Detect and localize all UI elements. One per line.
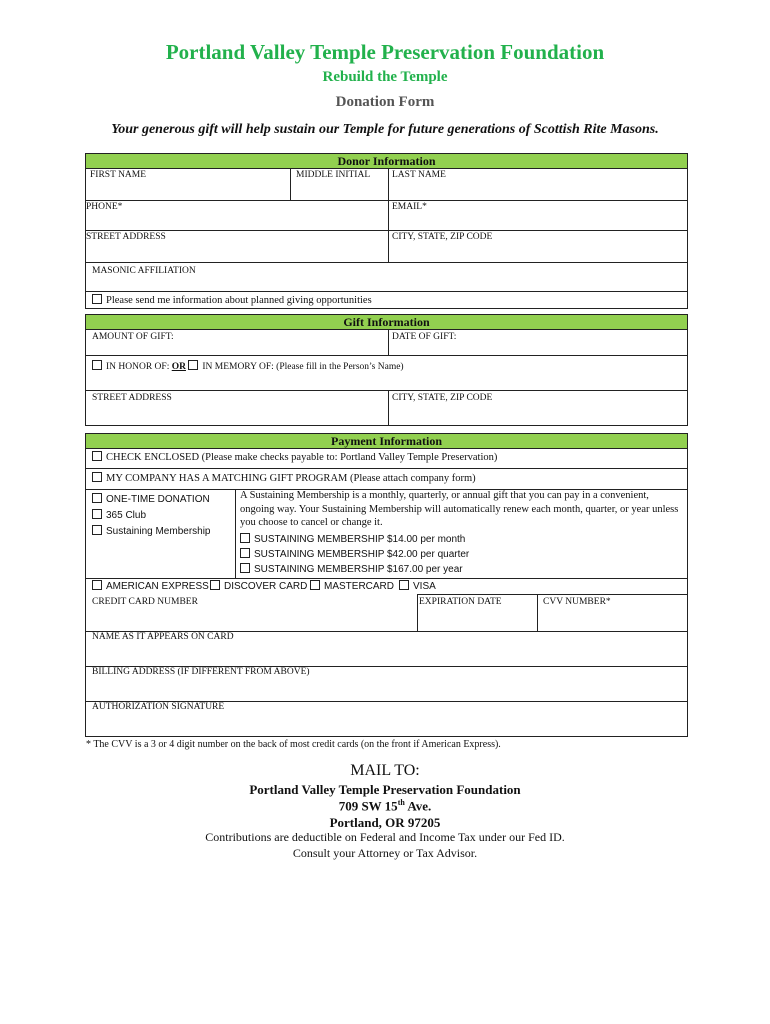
billing-address-field[interactable]: BILLING ADDRESS (IF DIFFERENT FROM ABOVE) — [92, 667, 310, 677]
or-label: OR — [171, 362, 186, 372]
visa-checkbox[interactable] — [399, 580, 436, 592]
sustaining-description: A Sustaining Membership is a monthly, quarterly, or annual gift that you can pay in a convenient, ongoing way. Your Sustaining Membership will automatically renew each month, quarter, or year unless you choose to cancel or change it. — [240, 490, 679, 528]
advisor-note: Consult your Attorney or Tax Advisor. — [292, 846, 478, 860]
tier-month-label: SUSTAINING MEMBERSHIP $14.00 per month — [254, 534, 466, 545]
tier-year-checkbox[interactable] — [240, 563, 463, 575]
checkbox-icon — [240, 563, 250, 573]
checkbox-icon — [92, 451, 102, 461]
name-on-card-field[interactable]: NAME AS IT APPEARS ON CARD — [92, 632, 234, 642]
memory-checkbox[interactable] — [188, 360, 198, 370]
checkbox-icon — [92, 472, 102, 482]
checkbox-icon — [92, 525, 102, 535]
first-name-field[interactable]: FIRST NAME — [90, 170, 147, 180]
checkbox-icon — [399, 580, 409, 590]
cvv-field[interactable]: CVV NUMBER* — [543, 597, 611, 607]
mail-to-heading: MAIL TO: — [350, 762, 420, 779]
tier-quarter-label: SUSTAINING MEMBERSHIP $42.00 per quarter — [254, 549, 470, 560]
honor-label: IN HONOR OF: — [106, 362, 170, 372]
org-title: Portland Valley Temple Preservation Foundation — [165, 40, 605, 64]
phone-field[interactable]: PHONE* — [86, 202, 123, 212]
mastercard-checkbox[interactable] — [310, 580, 394, 592]
discover-checkbox[interactable] — [210, 580, 307, 592]
mail-street — [0, 798, 770, 814]
street-suffix: Ave. — [404, 798, 432, 814]
checkbox-icon — [210, 580, 220, 590]
street-number: 709 SW 15 — [338, 798, 398, 814]
tagline: Your generous gift will help sustain our Temple for future generations of Scottish Rite Masons. — [111, 122, 659, 137]
donor-info-box — [85, 168, 688, 309]
honoree-street-field[interactable]: STREET ADDRESS — [92, 393, 172, 403]
donor-city-field[interactable]: CITY, STATE, ZIP CODE — [392, 232, 493, 242]
matching-gift-label: MY COMPANY HAS A MATCHING GIFT PROGRAM (Please attach company form) — [106, 473, 476, 484]
sustaining-membership-checkbox[interactable] — [92, 525, 211, 537]
tax-note: Contributions are deductible on Federal and Income Tax under our Fed ID. — [205, 830, 565, 844]
street-ordinal: th — [397, 798, 405, 807]
one-time-donation-checkbox[interactable] — [92, 493, 210, 505]
honoree-city-field[interactable]: CITY, STATE, ZIP CODE — [392, 393, 493, 403]
planned-giving-checkbox[interactable] — [92, 294, 372, 306]
checkbox-icon — [310, 580, 320, 590]
checkbox-icon — [92, 580, 102, 590]
amex-label: AMERICAN EXPRESS — [106, 581, 209, 592]
cvv-footnote: * The CVV is a 3 or 4 digit number on the back of most credit cards (on the front if American Express). — [86, 739, 501, 750]
donor-info-band: Donor Information — [85, 153, 688, 169]
checkbox-icon — [92, 509, 102, 519]
email-field[interactable]: EMAIL* — [392, 202, 427, 212]
tier-month-checkbox[interactable] — [240, 533, 465, 545]
sustaining-membership-label: Sustaining Membership — [106, 526, 211, 537]
memory-label: IN MEMORY OF: (Please fill in the Person’s Name) — [202, 362, 404, 372]
mastercard-label: MASTERCARD — [324, 581, 395, 592]
tier-quarter-checkbox[interactable] — [240, 548, 469, 560]
authorization-signature-field[interactable]: AUTHORIZATION SIGNATURE — [92, 702, 225, 712]
masonic-affiliation-field[interactable]: MASONIC AFFILIATION — [92, 266, 196, 276]
discover-label: DISCOVER CARD — [224, 581, 308, 592]
check-enclosed-label: CHECK ENCLOSED (Please make checks payable to: Portland Valley Temple Preservation) — [106, 452, 498, 463]
one-time-donation-label: ONE-TIME DONATION — [106, 494, 210, 505]
honor-checkbox[interactable] — [92, 360, 102, 370]
gift-info-box — [85, 329, 688, 426]
check-enclosed-checkbox[interactable] — [92, 451, 497, 463]
middle-initial-field[interactable]: MIDDLE INITIAL — [296, 170, 371, 180]
gift-date-field[interactable]: DATE OF GIFT: — [392, 332, 457, 342]
mail-city: Portland, OR 97205 — [329, 815, 441, 830]
honor-memory-row — [92, 360, 404, 372]
payment-info-band: Payment Information — [85, 433, 688, 449]
checkbox-icon — [240, 533, 250, 543]
checkbox-icon — [92, 493, 102, 503]
expiration-date-field[interactable]: EXPIRATION DATE — [419, 597, 502, 607]
mail-org: Portland Valley Temple Preservation Foundation — [249, 782, 521, 797]
visa-label: VISA — [413, 581, 436, 592]
last-name-field[interactable]: LAST NAME — [392, 170, 446, 180]
checkbox-icon — [92, 294, 102, 304]
planned-giving-label: Please send me information about planned giving opportunities — [106, 295, 372, 306]
club-365-checkbox[interactable] — [92, 509, 146, 521]
donor-street-field[interactable]: STREET ADDRESS — [86, 232, 166, 242]
form-title: Donation Form — [335, 94, 435, 110]
campaign-title: Rebuild the Temple — [322, 69, 448, 85]
checkbox-icon — [240, 548, 250, 558]
card-number-field[interactable]: CREDIT CARD NUMBER — [92, 597, 198, 607]
gift-info-band: Gift Information — [85, 314, 688, 330]
amex-checkbox[interactable] — [92, 580, 209, 592]
gift-amount-field[interactable]: AMOUNT OF GIFT: — [92, 332, 174, 342]
club-365-label: 365 Club — [106, 510, 147, 521]
tier-year-label: SUSTAINING MEMBERSHIP $167.00 per year — [254, 564, 463, 575]
matching-gift-checkbox[interactable] — [92, 472, 476, 484]
